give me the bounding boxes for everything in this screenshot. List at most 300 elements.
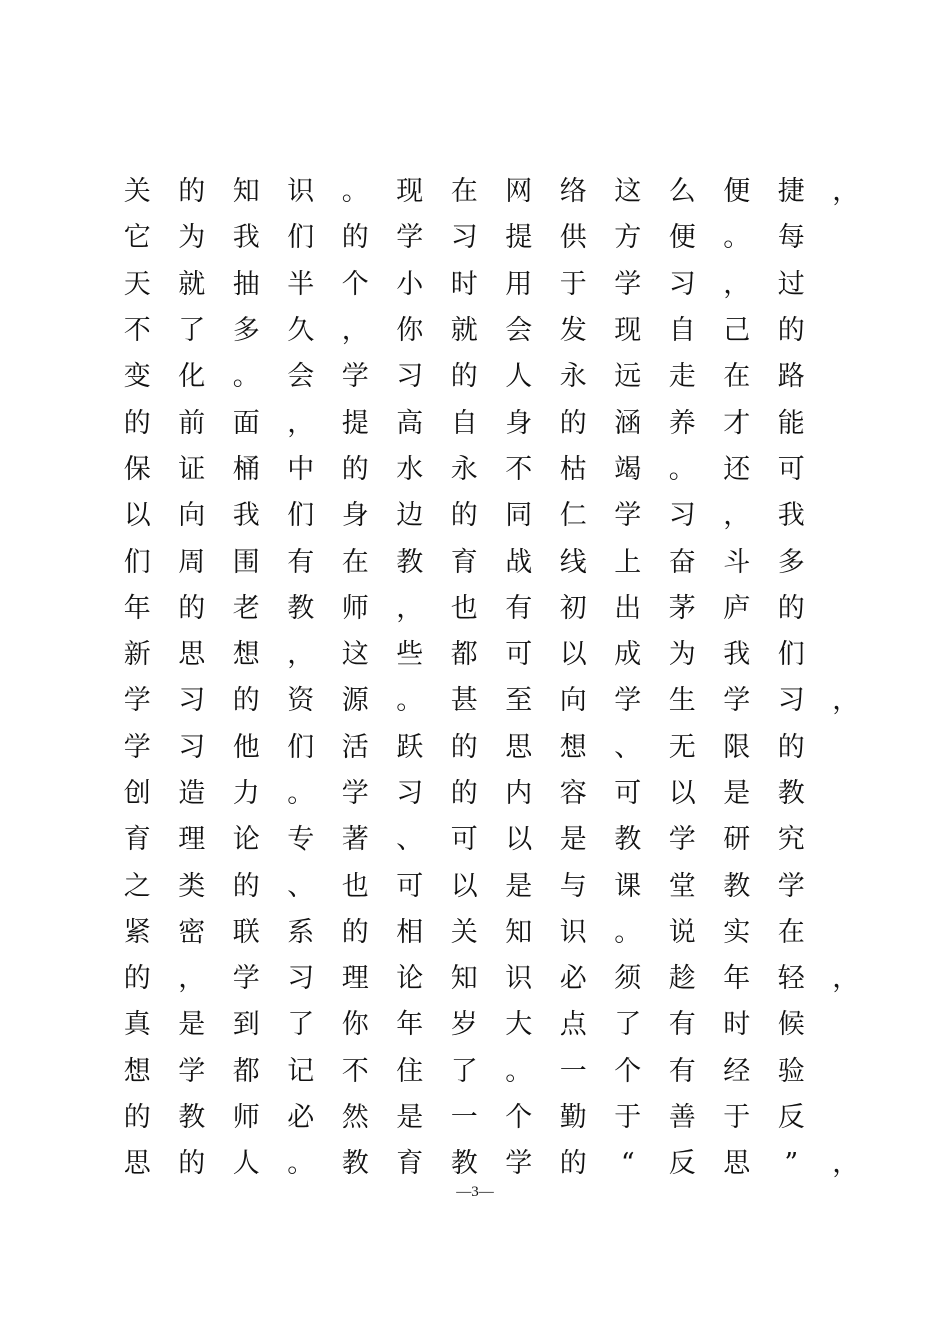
text-char: 仁: [559, 500, 587, 532]
text-char: 新: [123, 639, 151, 671]
text-char: 半: [287, 268, 315, 300]
text-char: 面: [232, 407, 260, 439]
text-char: 学: [232, 963, 260, 995]
text-char: 们: [287, 500, 315, 532]
text-char: 学: [614, 685, 642, 717]
text-char: 便: [723, 176, 751, 208]
text-char: 久: [287, 315, 315, 347]
text-char: 现: [614, 315, 642, 347]
text-char: 之: [123, 870, 151, 902]
text-char: 变: [123, 361, 151, 393]
text-char: 活: [341, 731, 369, 763]
text-char: 我: [232, 500, 260, 532]
text-char: 小: [396, 268, 424, 300]
text-char: 时: [450, 268, 478, 300]
text-char: ，: [178, 963, 206, 995]
text-char: ，: [341, 315, 369, 347]
text-char: 这: [614, 176, 642, 208]
text-char: 容: [559, 778, 587, 809]
text-line: [110, 1141, 910, 1187]
text-char: 了: [450, 1055, 478, 1087]
text-char: 们: [287, 222, 315, 254]
text-char: 了: [287, 1009, 315, 1041]
text-char: 高: [396, 407, 424, 439]
text-char: 思: [178, 639, 206, 671]
text-char: 识: [559, 916, 587, 948]
text-char: 可: [396, 870, 424, 902]
text-char: 思: [123, 1148, 151, 1180]
text-char: 网: [505, 176, 533, 208]
text-char: 的: [123, 963, 151, 995]
text-line: [110, 586, 910, 632]
text-char: 过: [777, 268, 805, 300]
text-char: 成: [614, 639, 642, 671]
text-char: 有: [505, 592, 533, 624]
text-char: 证: [178, 453, 206, 485]
text-line: [110, 632, 910, 678]
text-char: 个: [341, 268, 369, 300]
text-char: 候: [777, 1009, 805, 1041]
text-char: 、: [396, 824, 424, 856]
text-char: 们: [123, 546, 151, 578]
text-char: 的: [341, 222, 369, 254]
text-char: 育: [123, 824, 151, 856]
text-char: 可: [450, 824, 478, 856]
text-char: 个: [614, 1055, 642, 1087]
text-char: 的: [232, 870, 260, 902]
text-char: 奋: [668, 546, 696, 578]
text-char: 也: [450, 592, 478, 624]
text-char: 理: [341, 963, 369, 995]
text-char: 然: [341, 1102, 369, 1134]
text-char: 你: [396, 315, 424, 347]
text-char: 不: [123, 315, 151, 347]
text-char: 大: [505, 1009, 533, 1041]
text-char: 身: [341, 500, 369, 532]
text-char: 的: [777, 315, 805, 347]
text-char: 为: [668, 639, 696, 671]
text-char: 识: [505, 963, 533, 995]
text-line: [110, 817, 910, 863]
text-char: 它: [123, 222, 151, 254]
text-char: 以: [450, 870, 478, 902]
text-line: [110, 1002, 910, 1048]
text-char: 知: [450, 963, 478, 995]
text-char: 走: [668, 361, 696, 393]
body-text: [110, 169, 910, 1188]
text-char: 提: [505, 222, 533, 254]
text-char: 可: [505, 639, 533, 671]
text-char: 向: [178, 500, 206, 532]
text-char: 甚: [450, 685, 478, 717]
text-char: 茅: [668, 592, 696, 624]
text-char: 现: [396, 176, 424, 208]
text-char: 人: [505, 361, 533, 393]
text-char: 是: [505, 870, 533, 902]
text-char: 善: [668, 1102, 696, 1134]
text-char: 思: [505, 731, 533, 763]
text-char: 联: [232, 916, 260, 948]
text-char: 学: [178, 1055, 206, 1087]
text-char: 著: [341, 824, 369, 856]
text-char: 永: [450, 453, 478, 485]
text-char: 方: [614, 222, 642, 254]
text-char: 理: [178, 824, 206, 856]
text-char: ，: [832, 176, 860, 208]
text-char: 的: [450, 778, 478, 809]
text-char: 识: [287, 176, 315, 208]
text-char: 思: [723, 1148, 751, 1180]
text-char: 实: [723, 916, 751, 948]
text-char: 线: [559, 546, 587, 578]
text-char: 有: [668, 1009, 696, 1041]
text-char: 络: [559, 176, 587, 208]
text-char: 学: [123, 685, 151, 717]
text-char: 供: [559, 222, 587, 254]
text-char: 么: [668, 176, 696, 208]
text-char: 战: [505, 546, 533, 578]
text-char: 是: [559, 824, 587, 856]
text-char: 的: [341, 453, 369, 485]
text-char: 每: [777, 222, 805, 254]
text-line: [110, 308, 910, 354]
text-char: 轻: [777, 963, 805, 995]
text-char: 学: [341, 778, 369, 809]
text-char: 教: [723, 870, 751, 902]
text-line: [110, 1095, 910, 1141]
text-char: 教: [777, 778, 805, 809]
text-char: 能: [777, 407, 805, 439]
text-char: 了: [614, 1009, 642, 1041]
text-char: 习: [178, 731, 206, 763]
text-char: 可: [777, 453, 805, 485]
text-char: 永: [559, 361, 587, 393]
text-char: 出: [614, 592, 642, 624]
text-char: 。: [505, 1055, 533, 1087]
text-char: 的: [123, 407, 151, 439]
text-char: ，: [723, 268, 751, 300]
text-char: 与: [559, 870, 587, 902]
text-char: 不: [341, 1055, 369, 1087]
text-char: 了: [178, 315, 206, 347]
text-char: 习: [178, 685, 206, 717]
text-char: 还: [723, 453, 751, 485]
text-char: 周: [178, 546, 206, 578]
text-char: 自: [668, 315, 696, 347]
text-char: 相: [396, 916, 424, 948]
text-char: 可: [614, 778, 642, 809]
text-char: 也: [341, 870, 369, 902]
text-char: 有: [287, 546, 315, 578]
text-char: 一: [450, 1102, 478, 1134]
text-char: 师: [232, 1102, 260, 1134]
text-char: 捷: [777, 176, 805, 208]
text-char: 反: [668, 1148, 696, 1180]
text-char: 育: [450, 546, 478, 578]
text-char: 中: [287, 453, 315, 485]
text-line: [110, 678, 910, 724]
text-char: 的: [559, 1148, 587, 1180]
text-char: 就: [450, 315, 478, 347]
text-char: 时: [723, 1009, 751, 1041]
text-char: 习: [450, 222, 478, 254]
text-char: 以: [668, 778, 696, 809]
text-char: 的: [450, 731, 478, 763]
text-char: ，: [832, 1148, 860, 1180]
text-char: 必: [287, 1102, 315, 1134]
text-char: 想: [232, 639, 260, 671]
text-char: 老: [232, 592, 260, 624]
text-char: 以: [505, 824, 533, 856]
text-char: 我: [723, 639, 751, 671]
text-char: 都: [232, 1055, 260, 1087]
text-line: [110, 354, 910, 400]
text-char: 教: [178, 1102, 206, 1134]
text-char: 在: [341, 546, 369, 578]
text-char: 。: [614, 916, 642, 948]
text-line: [110, 400, 910, 446]
text-char: 初: [559, 592, 587, 624]
text-char: 化: [178, 361, 206, 393]
text-char: 知: [232, 176, 260, 208]
text-char: 无: [668, 731, 696, 763]
text-char: 远: [614, 361, 642, 393]
text-char: 们: [287, 731, 315, 763]
text-char: 的: [450, 361, 478, 393]
text-char: 想: [123, 1055, 151, 1087]
text-char: 学: [723, 685, 751, 717]
text-char: 习: [287, 963, 315, 995]
text-char: 学: [668, 824, 696, 856]
text-char: 不: [505, 453, 533, 485]
text-char: 验: [777, 1055, 805, 1087]
text-line: [110, 910, 910, 956]
text-char: 人: [232, 1148, 260, 1180]
text-char: 上: [614, 546, 642, 578]
text-char: 会: [287, 361, 315, 393]
text-char: 枯: [559, 453, 587, 485]
text-char: 在: [777, 916, 805, 948]
text-char: 的: [450, 500, 478, 532]
text-char: 的: [178, 1148, 206, 1180]
text-char: 的: [777, 731, 805, 763]
text-char: 研: [723, 824, 751, 856]
text-char: 论: [232, 824, 260, 856]
text-line: [110, 215, 910, 261]
text-char: 习: [777, 685, 805, 717]
text-char: 习: [396, 361, 424, 393]
text-char: 都: [450, 639, 478, 671]
text-char: ”: [784, 1148, 799, 1180]
text-char: 课: [614, 870, 642, 902]
text-char: 记: [287, 1055, 315, 1087]
text-char: 至: [505, 685, 533, 717]
text-char: 水: [396, 453, 424, 485]
text-char: 向: [559, 685, 587, 717]
text-char: 竭: [614, 453, 642, 485]
text-char: ，: [723, 500, 751, 532]
text-char: 学: [614, 268, 642, 300]
text-char: 师: [341, 592, 369, 624]
text-char: 学: [505, 1148, 533, 1180]
text-line: [110, 771, 910, 817]
text-char: 是: [723, 778, 751, 809]
text-char: 堂: [668, 870, 696, 902]
text-char: 会: [505, 315, 533, 347]
text-char: 我: [777, 500, 805, 532]
text-char: 于: [723, 1102, 751, 1134]
text-char: 学: [341, 361, 369, 393]
text-char: 学: [396, 222, 424, 254]
text-char: 。: [396, 685, 424, 717]
text-char: 必: [559, 963, 587, 995]
text-char: ，: [396, 592, 424, 624]
text-char: 围: [232, 546, 260, 578]
text-char: 究: [777, 824, 805, 856]
text-char: 的: [123, 1102, 151, 1134]
text-char: 须: [614, 963, 642, 995]
text-char: 己: [723, 315, 751, 347]
text-char: 。: [232, 361, 260, 393]
text-char: 力: [232, 778, 260, 809]
text-char: 多: [777, 546, 805, 578]
text-char: 说: [668, 916, 696, 948]
text-char: 一: [559, 1055, 587, 1087]
page-number: —3—: [456, 1184, 494, 1200]
text-char: 学: [123, 731, 151, 763]
text-char: 的: [777, 592, 805, 624]
text-char: 学: [777, 870, 805, 902]
text-char: 边: [396, 500, 424, 532]
text-char: 年: [123, 592, 151, 624]
text-char: 。: [287, 1148, 315, 1180]
text-char: 他: [232, 731, 260, 763]
text-char: 发: [559, 315, 587, 347]
text-char: 反: [777, 1102, 805, 1134]
text-char: ，: [832, 963, 860, 995]
text-char: 的: [178, 176, 206, 208]
text-char: 你: [341, 1009, 369, 1041]
text-line: [110, 1049, 910, 1095]
text-char: 到: [232, 1009, 260, 1041]
text-char: 的: [178, 592, 206, 624]
text-line: [110, 447, 910, 493]
text-char: 勤: [559, 1102, 587, 1134]
text-char: 路: [777, 361, 805, 393]
text-char: ，: [287, 407, 315, 439]
text-char: 限: [723, 731, 751, 763]
text-char: 源: [341, 685, 369, 717]
text-char: 习: [396, 778, 424, 809]
text-char: 跃: [396, 731, 424, 763]
text-char: 个: [505, 1102, 533, 1134]
text-char: ，: [287, 639, 315, 671]
text-char: 。: [287, 778, 315, 809]
text-char: 斗: [723, 546, 751, 578]
text-char: 的: [232, 685, 260, 717]
text-char: “: [620, 1148, 635, 1180]
text-char: 这: [341, 639, 369, 671]
text-char: 系: [287, 916, 315, 948]
text-char: 便: [668, 222, 696, 254]
text-char: 年: [396, 1009, 424, 1041]
text-char: 学: [614, 500, 642, 532]
text-char: 关: [123, 176, 151, 208]
text-char: 用: [505, 268, 533, 300]
text-char: 、: [287, 870, 315, 902]
text-char: 是: [178, 1009, 206, 1041]
text-char: 住: [396, 1055, 424, 1087]
text-char: 生: [668, 685, 696, 717]
text-char: 就: [178, 268, 206, 300]
text-char: 在: [450, 176, 478, 208]
text-char: 。: [668, 453, 696, 485]
text-char: 、: [614, 731, 642, 763]
text-char: ，: [832, 685, 860, 717]
text-char: 专: [287, 824, 315, 856]
text-char: 们: [777, 639, 805, 671]
text-char: 年: [723, 963, 751, 995]
text-char: 经: [723, 1055, 751, 1087]
text-char: 。: [341, 176, 369, 208]
text-char: 同: [505, 500, 533, 532]
text-char: 的: [341, 916, 369, 948]
text-char: 才: [723, 407, 751, 439]
text-char: 有: [668, 1055, 696, 1087]
text-char: 资: [287, 685, 315, 717]
text-char: 论: [396, 963, 424, 995]
text-char: 桶: [232, 453, 260, 485]
text-char: 。: [723, 222, 751, 254]
text-char: 想: [559, 731, 587, 763]
text-char: 的: [559, 407, 587, 439]
text-line: [110, 956, 910, 1002]
text-char: 为: [178, 222, 206, 254]
text-char: 以: [123, 500, 151, 532]
text-line: [110, 493, 910, 539]
text-char: 教: [287, 592, 315, 624]
text-char: 创: [123, 778, 151, 809]
text-char: 以: [559, 639, 587, 671]
text-char: 紧: [123, 916, 151, 948]
text-line: [110, 725, 910, 771]
text-char: 育: [396, 1148, 424, 1180]
text-char: 教: [614, 824, 642, 856]
text-char: 真: [123, 1009, 151, 1041]
text-char: 点: [559, 1009, 587, 1041]
text-char: 造: [178, 778, 206, 809]
text-char: 于: [559, 268, 587, 300]
text-char: 是: [396, 1102, 424, 1134]
text-char: 养: [668, 407, 696, 439]
text-line: [110, 863, 910, 909]
text-char: 教: [341, 1148, 369, 1180]
text-char: 多: [232, 315, 260, 347]
text-char: 关: [450, 916, 478, 948]
text-char: 涵: [614, 407, 642, 439]
text-char: 教: [450, 1148, 478, 1180]
text-char: 保: [123, 453, 151, 485]
text-char: 习: [668, 500, 696, 532]
text-char: 前: [178, 407, 206, 439]
text-char: 些: [396, 639, 424, 671]
text-line: [110, 539, 910, 585]
text-char: 岁: [450, 1009, 478, 1041]
text-char: 庐: [723, 592, 751, 624]
text-char: 趁: [668, 963, 696, 995]
text-char: 密: [178, 916, 206, 948]
text-char: 我: [232, 222, 260, 254]
